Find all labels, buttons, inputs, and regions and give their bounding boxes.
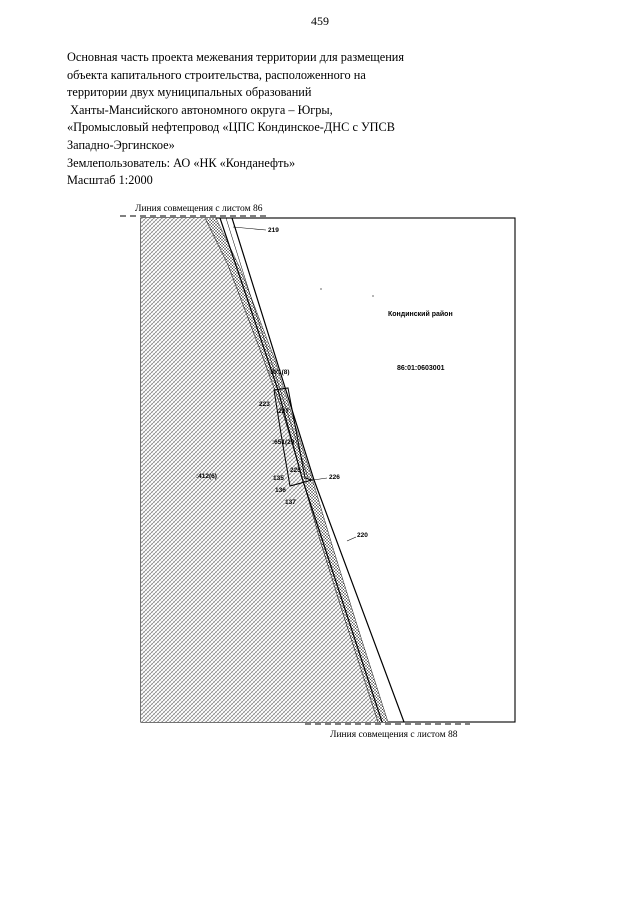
- point-227-label: 227: [278, 408, 289, 415]
- point-219-label: 219: [268, 227, 279, 234]
- header-line: Масштаб 1:2000: [67, 173, 153, 188]
- map-dot: [320, 288, 321, 289]
- point-223-label: 223: [259, 401, 270, 408]
- point-226-label: 226: [329, 474, 340, 481]
- header-line: Западно-Эргинское»: [67, 137, 175, 152]
- page-number: 459: [311, 14, 329, 28]
- district-label: Кондинский район: [388, 311, 453, 318]
- header-line: Ханты-Мансийского автономного округа – Югры,: [67, 102, 333, 117]
- parcel-zu1-label: :ЗУ1(8): [268, 369, 290, 376]
- point-220-label: 220: [357, 532, 368, 539]
- point-225-label: 225: [290, 467, 301, 474]
- join-label-top: Линия совмещения с листом 86: [135, 204, 263, 214]
- parcel-412-label: :412(6): [196, 473, 217, 480]
- parcel-651-label: :651(29: [272, 439, 295, 446]
- header-line: Основная часть проекта межевания территории для размещения: [67, 50, 405, 64]
- point-136-label: 136: [275, 487, 286, 494]
- header-line: Землепользователь: АО «НК «Конданефть»: [67, 155, 296, 170]
- cadastral-block-label: 86:01:0603001: [397, 365, 445, 372]
- point-135-label: 135: [273, 475, 284, 482]
- header-line: территории двух муниципальных образований: [67, 85, 312, 100]
- join-label-bottom: Линия совмещения с листом 88: [330, 730, 458, 740]
- header-line: объекта капитального строительства, расположенного на: [67, 67, 366, 82]
- map-dot: [372, 295, 373, 296]
- point-137-label: 137: [285, 499, 296, 506]
- header-line: «Промысловый нефтепровод «ЦПС Кондинское-ДНС с УПСВ: [67, 120, 395, 135]
